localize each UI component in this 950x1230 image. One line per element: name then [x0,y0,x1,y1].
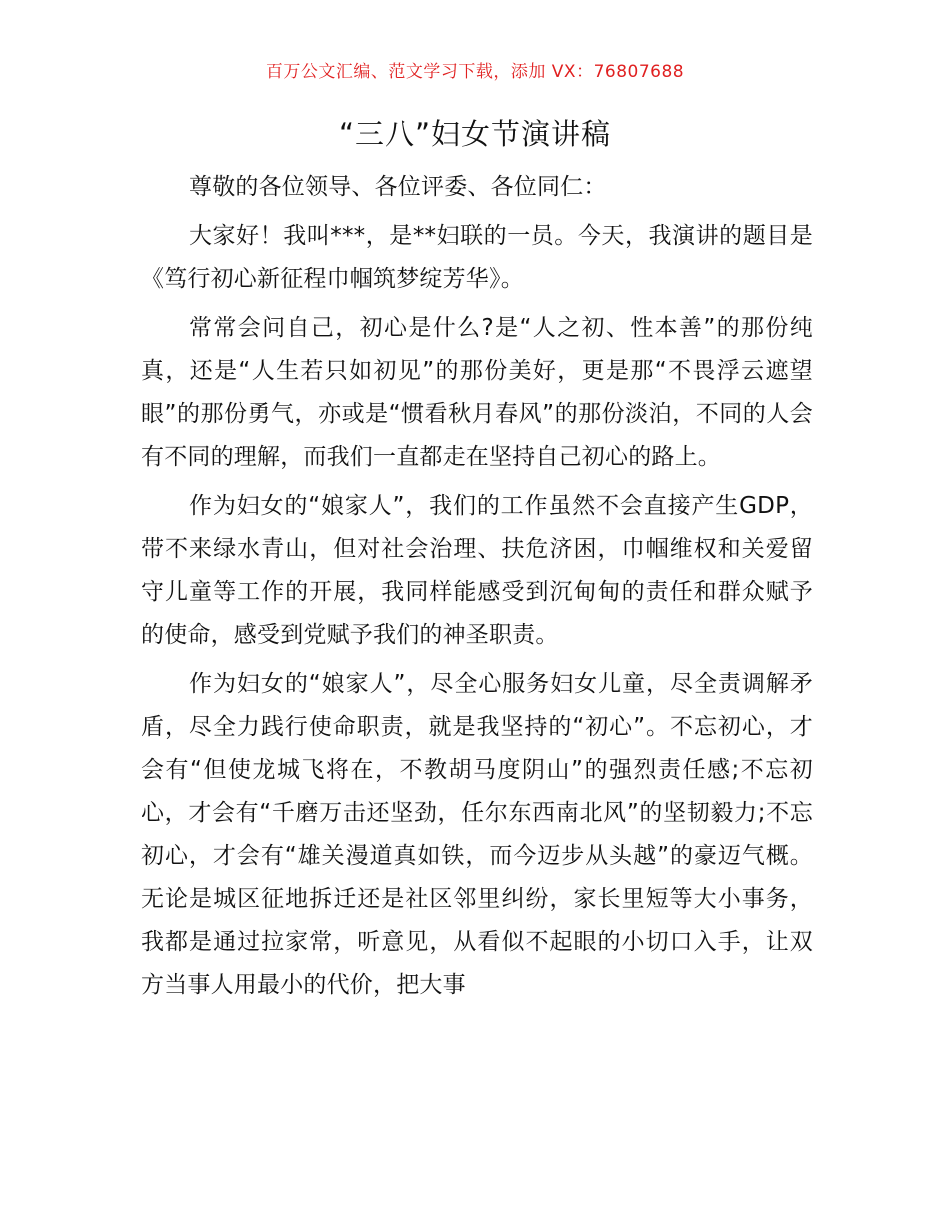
document-title: “三八”妇女节演讲稿 [338,117,612,151]
paragraph: 作为妇女的“娘家人”，尽全心服务妇女儿童，尽全责调解矛盾，尽全力践行使命职责，就是我坚持的“初心”。不忘初心，才会有“但使龙城飞将在，不教胡马度阴山”的强烈责任感;不忘初心，才会有“千磨万击还坚劲，任尔东西南北风”的坚韧毅力;不忘初心，才会有“雄关漫道真如铁，而今迈步从头越”的豪迈气概。无论是城区征地拆迁还是社区邻里纠纷，家长里短等大小事务，我都是通过拉家常，听意见，从看似不起眼的小切口入手，让双方当事人用最小的代价，把大事 [141,671,813,998]
header-banner: 百万公文汇编、范文学习下载，添加 VX：76807688 [265,62,685,82]
paragraph: 作为妇女的“娘家人”，我们的工作虽然不会直接产生GDP，带不来绿水青山，但对社会治理、扶危济困，巾帼维权和关爱留守儿童等工作的开展，我同样能感受到沉甸甸的责任和群众赋予的使命，感受到党赋予我们的神圣职责。 [141,493,813,648]
paragraph: 常常会问自己，初心是什么?是“人之初、性本善”的那份纯真，还是“人生若只如初见”的那份美好，更是那“不畏浮云遮望眼”的那份勇气，亦或是“惯看秋月春风”的那份淡泊，不同的人会有不同的理解，而我们一直都走在坚持自己初心的路上。 [141,315,813,470]
salutation-paragraph: 尊敬的各位领导、各位评委、各位同仁： [189,174,607,200]
paragraph: 大家好！我叫***，是**妇联的一员。今天，我演讲的题目是《笃行初心新征程巾帼筑梦绽芳华》。 [141,223,813,292]
document-body [141,166,813,1013]
